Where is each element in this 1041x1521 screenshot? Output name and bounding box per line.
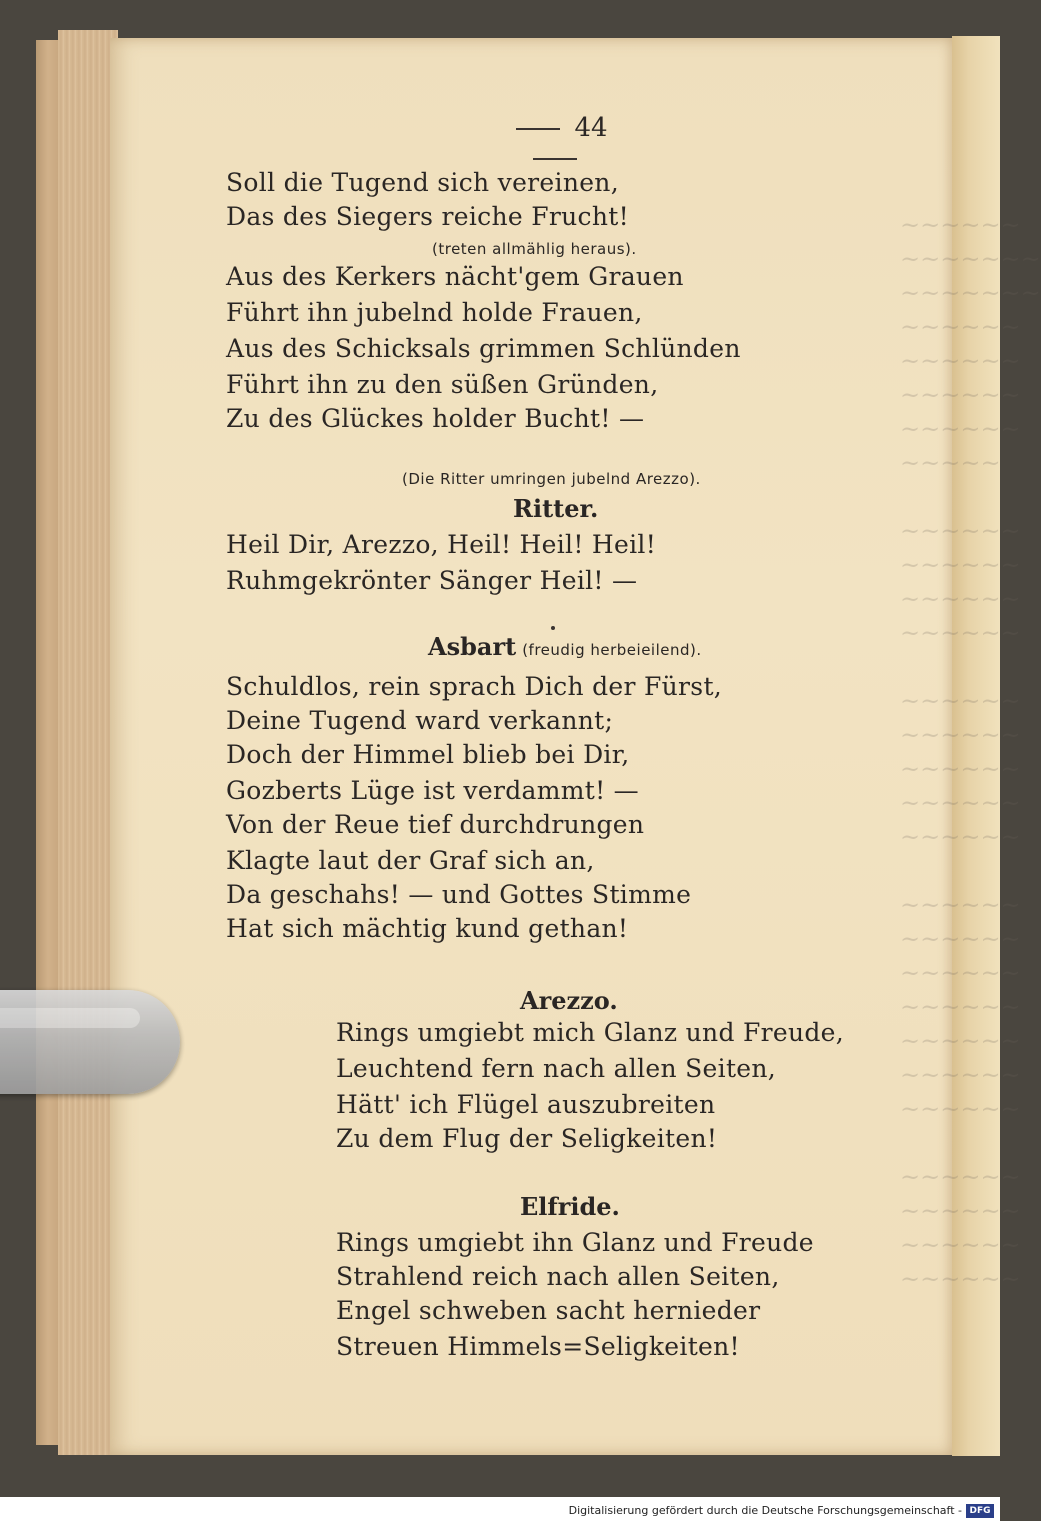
verse-line: Engel schweben sacht hernieder [336,1296,761,1325]
speaker-name: Elfride. [520,1192,620,1221]
rule-right [533,158,577,160]
page-number-text: 44 [574,113,608,143]
page-number [470,113,640,173]
verse-line: Das des Siegers reiche Frucht! [226,202,629,231]
verse-line: Da geschahs! — und Gottes Stimme [226,880,692,909]
verse-line: Hat sich mächtig kund gethan! [226,914,629,943]
verse-line: Von der Reue tief durchdrungen [226,810,645,839]
dfg-logo: DFG [966,1504,994,1518]
verse-line: Leuchtend fern nach allen Seiten, [336,1054,777,1083]
print-speck [551,626,555,630]
page-stack [58,30,118,1455]
verse-line: Zu des Glückes holder Bucht! — [226,404,645,433]
speaker-name: Arezzo. [520,986,618,1015]
speaker-line [428,632,702,661]
verse-line: Hätt' ich Flügel auszubreiten [336,1090,716,1119]
verse-line: Führt ihn jubelnd holde Frauen, [226,298,643,327]
verse-line: Heil Dir, Arezzo, Heil! Heil! Heil! [226,530,657,559]
verse-line: Ruhmgekrönter Sänger Heil! — [226,566,638,595]
verse-line: Soll die Tugend sich vereinen, [226,168,619,197]
stage-direction: (Die Ritter umringen jubelnd Arezzo). [402,470,701,488]
funding-note: Digitalisierung gefördert durch die Deutsche Forschungsgemeinschaft - [568,1504,962,1517]
verse-line: Aus des Kerkers nächt'gem Grauen [226,262,684,291]
footer-bar [0,1497,1000,1521]
verse-line: Klagte laut der Graf sich an, [226,846,595,875]
verse-line: Rings umgiebt ihn Glanz und Freude [336,1228,814,1257]
verse-line: Führt ihn zu den süßen Gründen, [226,370,659,399]
verse-line: Streuen Himmels=Seligkeiten! [336,1332,740,1361]
speaker-name: Ritter. [513,494,599,523]
verse-line: Rings umgiebt mich Glanz und Freude, [336,1018,845,1047]
verse-line: Aus des Schicksals grimmen Schlünden [226,334,741,363]
verse-line: Deine Tugend ward verkannt; [226,706,614,735]
verse-line: Schuldlos, rein sprach Dich der Fürst, [226,672,723,701]
stage-direction: (treten allmählig heraus). [432,240,637,258]
stage-direction: (freudig herbeieilend). [522,641,702,659]
verse-line: Doch der Himmel blieb bei Dir, [226,740,630,769]
show-through-text: ~~~~~~ ~~~~~~~ ~~~~~~~ ~~~~~~ ~~~~~~ ~~~~~~ ~~~~~~ ~~~~~ ~~~~~~ ~~~~~~ ~~~~~~ ~~~~~~ ~~~~~~ ~~~~~~ ~~~~~~ ~~~~~~ ~~~~~~ ~~~~~~ ~~~~~~ ~~~~~~ ~~~~~~ ~~~~~~ ~~~~~~ ~~~~~~ ~~~~~~ ~~~~~~ ~~~~~~ ~~~~~~ [900,211,1041,1293]
verse-line: Strahlend reich nach allen Seiten, [336,1262,780,1291]
rule-left [516,128,560,130]
page-clip [0,990,180,1094]
verse-line: Gozberts Lüge ist verdammt! — [226,776,639,805]
verse-line: Zu dem Flug der Seligkeiten! [336,1124,718,1153]
speaker-name: Asbart [428,632,517,661]
